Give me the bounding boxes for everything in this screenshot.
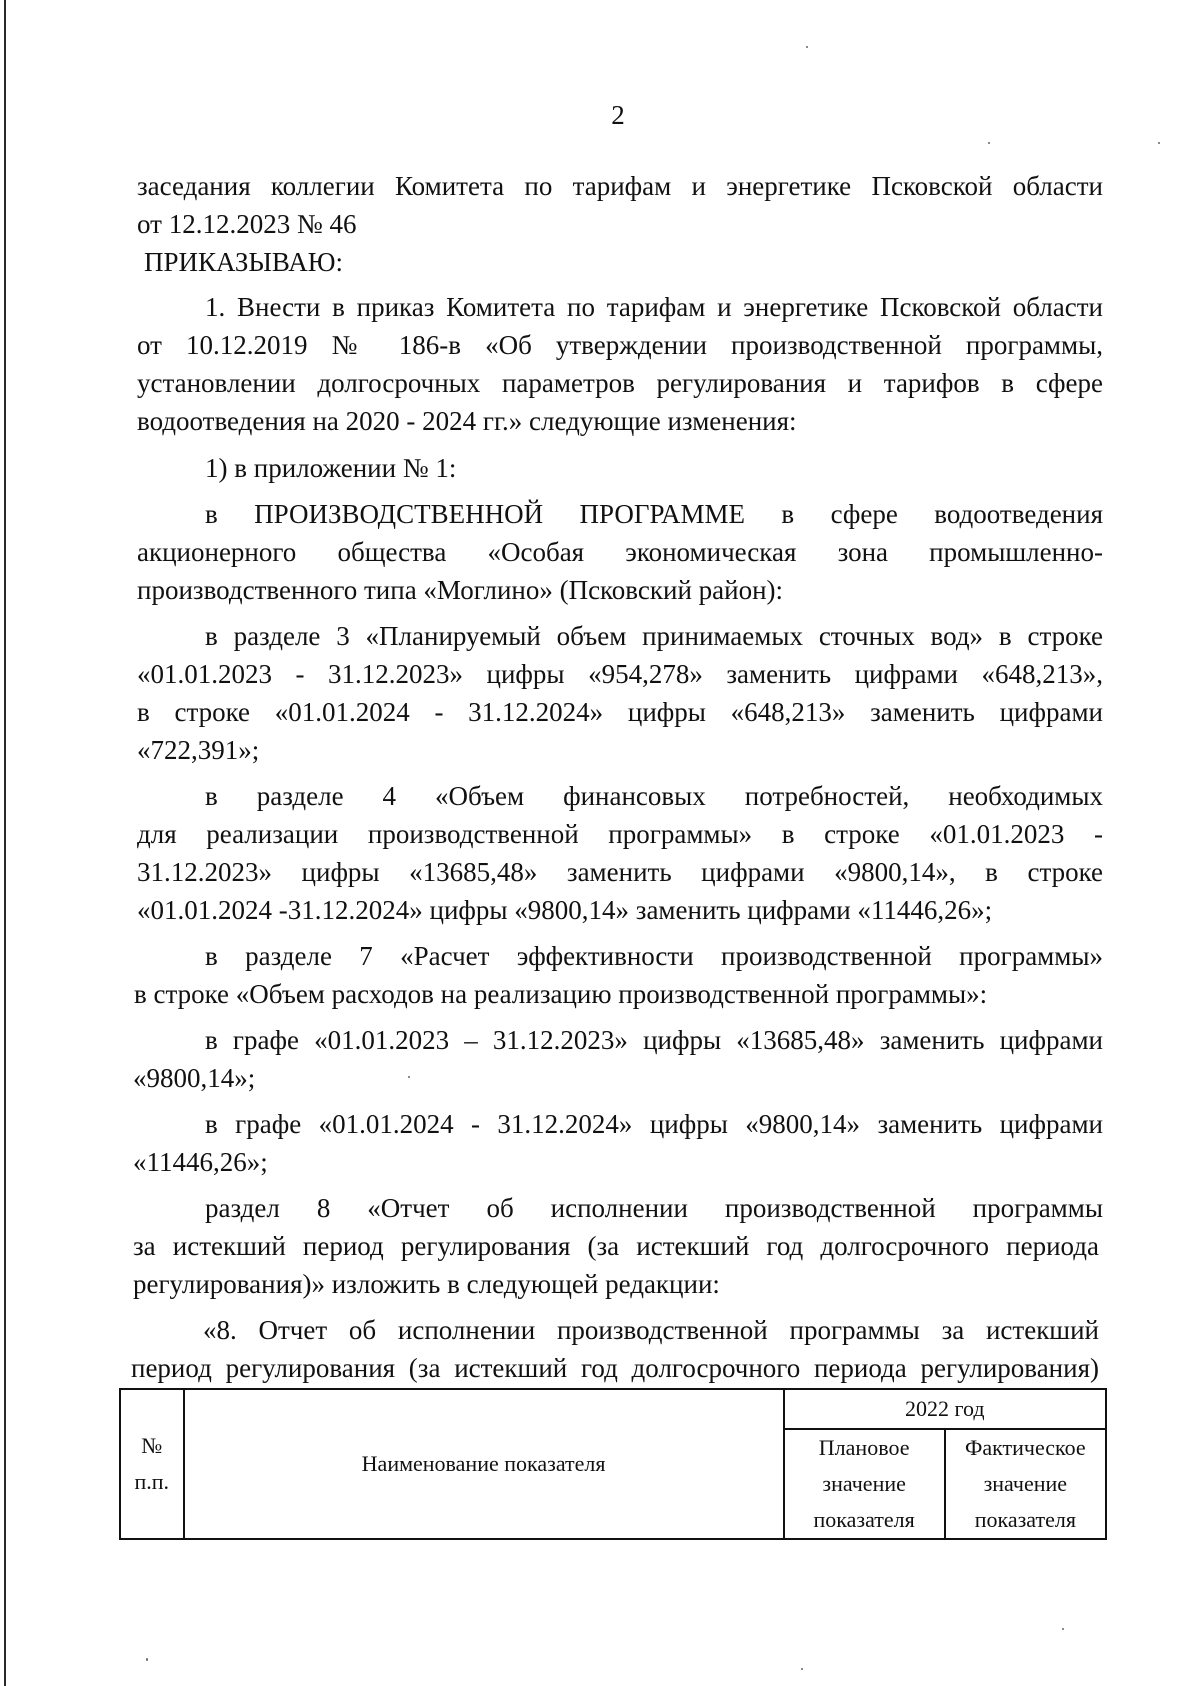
body-line: регулирования)» изложить в следующей редакции: <box>133 1269 720 1299</box>
body-line: «722,391»; <box>137 735 260 765</box>
body-line: установлении долгосрочных параметров регулирования и тарифов в сфере <box>137 368 1103 398</box>
body-line: «8. Отчет об исполнении производственной программы за истекший <box>203 1315 1099 1345</box>
scan-speck <box>988 142 990 144</box>
report-table <box>119 1388 1107 1540</box>
scan-speck <box>1062 1628 1064 1630</box>
body-line: акционерного общества «Особая экономическая зона промышленно- <box>137 537 1103 567</box>
body-line: в графе «01.01.2024 - 31.12.2024» цифры «9800,14» заменить цифрами <box>205 1109 1103 1139</box>
header-actual-line: Фактическое <box>964 1435 1086 1460</box>
scan-speck <box>408 1076 410 1078</box>
scan-speck <box>146 1658 148 1661</box>
body-line: 1) в приложении № 1: <box>205 453 457 483</box>
header-indicator-name: Наименование показателя <box>184 1389 784 1539</box>
header-planned <box>784 1429 945 1539</box>
body-line: от 10.12.2019 № 186-в «Об утверждении производственной программы, <box>137 330 1103 360</box>
body-line: в ПРОИЗВОДСТВЕННОЙ ПРОГРАММЕ в сфере водоотведения <box>205 499 1103 529</box>
header-planned-line: значение <box>822 1471 906 1496</box>
header-planned-line: Плановое <box>818 1435 910 1460</box>
body-line: в разделе 3 «Планируемый объем принимаемых сточных вод» в строке <box>205 621 1103 651</box>
header-planned-line: показателя <box>813 1507 915 1532</box>
scan-speck <box>806 46 808 48</box>
header-number-line: № <box>141 1433 163 1458</box>
body-line: период регулирования (за истекший год долгосрочного периода регулирования) <box>131 1353 1099 1383</box>
body-line: 1. Внести в приказ Комитета по тарифам и энергетике Псковской области <box>205 292 1103 322</box>
order-heading: ПРИКАЗЫВАЮ: <box>144 247 343 277</box>
body-line: 31.12.2023» цифры «13685,48» заменить цифрами «9800,14», в строке <box>137 857 1103 887</box>
scan-speck <box>801 1668 803 1670</box>
page-number: 2 <box>611 100 625 130</box>
body-line: от 12.12.2023 № 46 <box>137 209 357 239</box>
body-line: в разделе 4 «Объем финансовых потребностей, необходимых <box>205 781 1103 811</box>
scan-speck <box>1158 142 1160 144</box>
body-line: «9800,14»; <box>133 1063 256 1093</box>
body-line: производственного типа «Моглино» (Псковский район): <box>137 575 784 605</box>
header-actual-line: показателя <box>974 1507 1076 1532</box>
body-line: за истекший период регулирования (за истекший год долгосрочного периода <box>133 1231 1099 1261</box>
body-line: «11446,26»; <box>133 1147 268 1177</box>
body-line: водоотведения на 2020 - 2024 гг.» следующие изменения: <box>137 406 797 436</box>
body-line: в строке «01.01.2024 - 31.12.2024» цифры «648,213» заменить цифрами <box>137 697 1103 727</box>
body-line: в строке «Объем расходов на реализацию производственной программы»: <box>134 979 988 1009</box>
body-line: заседания коллегии Комитета по тарифам и энергетике Псковской области <box>137 171 1103 201</box>
body-line: в разделе 7 «Расчет эффективности производственной программы» <box>205 941 1103 971</box>
header-actual <box>945 1429 1106 1539</box>
header-year: 2022 год <box>784 1389 1106 1429</box>
header-number <box>120 1389 184 1539</box>
header-number-line: п.п. <box>134 1469 170 1494</box>
body-line: «01.01.2024 -31.12.2024» цифры «9800,14» заменить цифрами «11446,26»; <box>137 895 993 925</box>
body-line: раздел 8 «Отчет об исполнении производственной программы <box>205 1193 1103 1223</box>
scan-left-edge <box>4 0 6 1686</box>
body-line: «01.01.2023 - 31.12.2023» цифры «954,278» заменить цифрами «648,213», <box>137 659 1103 689</box>
header-actual-line: значение <box>983 1471 1068 1496</box>
body-line: в графе «01.01.2023 – 31.12.2023» цифры «13685,48» заменить цифрами <box>205 1025 1103 1055</box>
body-line: для реализации производственной программы» в строке «01.01.2023 - <box>137 819 1103 849</box>
